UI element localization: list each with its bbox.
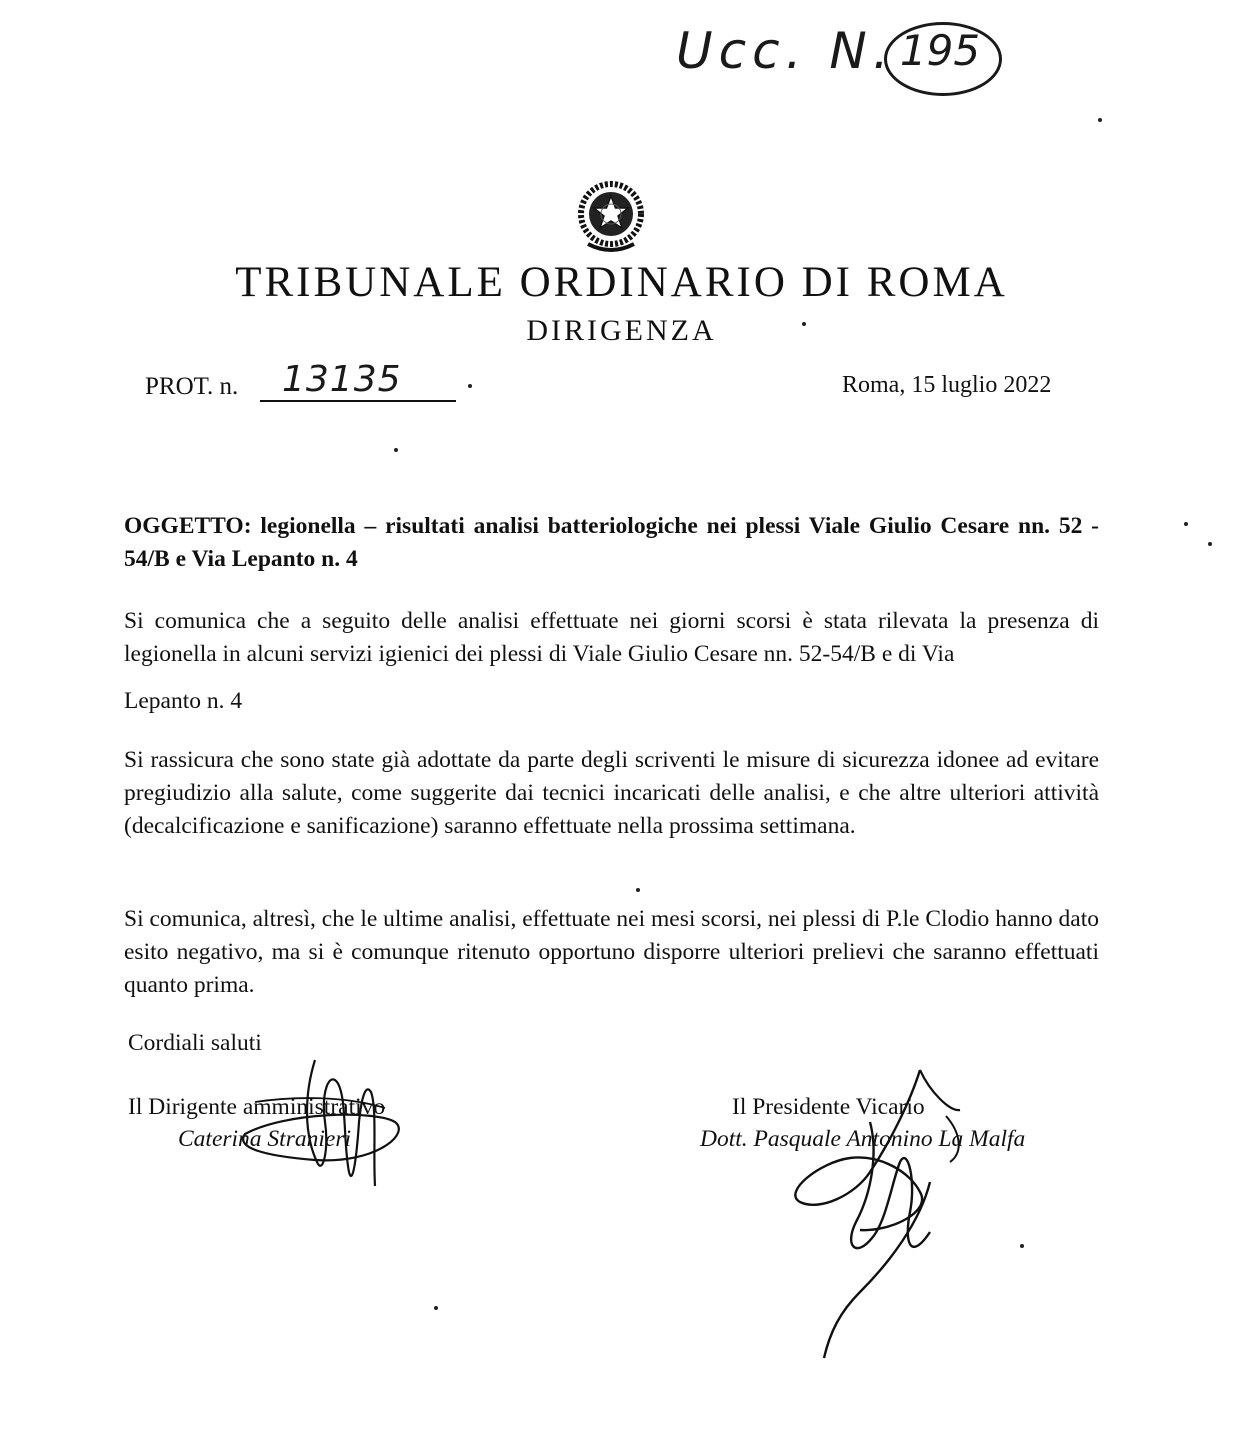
paragraph-1: Si comunica che a seguito delle analisi effettuate nei giorni scorsi è stata rilevata la presenza di legionella in alcuni servizi igienici dei plessi di Viale Giulio Cesare nn. 52-54/B e di Via — [124, 608, 1099, 667]
left-handwritten-signature — [225, 1052, 425, 1192]
right-signatory-name: Dott. Pasquale Antonino La Malfa — [700, 1126, 1026, 1152]
subject — [124, 510, 1099, 576]
paragraph-2: Si rassicura che sono state già adottate da parte degli scriventi le misure di sicurezza idonee ad evitare pregiudizio alla salute, come suggerite dai tecnici incaricati delle analisi, e che altre ulteriori attività (decalcificazione e sanificazione) saranno effettuate nella prossima settimana. — [124, 747, 1099, 839]
protocol-underline — [260, 400, 456, 402]
subject-label: OGGETTO: — [124, 513, 252, 539]
scan-speck — [1184, 522, 1188, 526]
subject-text: legionella – risultati analisi batteriologiche nei plessi Viale Giulio Cesare nn. 52 - 54/B e Via Lepanto n. 4 — [124, 513, 1100, 572]
republic-emblem-icon — [574, 178, 648, 256]
scan-speck — [394, 448, 398, 452]
left-signatory-name: Caterina Stranieri — [178, 1126, 351, 1152]
scan-speck — [802, 322, 806, 326]
scan-speck — [468, 384, 472, 388]
registration-prefix: Ucc. N. — [676, 22, 895, 80]
scan-speck — [1020, 1244, 1024, 1248]
right-handwritten-signature — [760, 1062, 1000, 1362]
protocol-number: 13135 — [282, 359, 402, 400]
protocol-label: PROT. n. — [145, 373, 239, 400]
scan-speck — [1208, 542, 1212, 546]
closing-greeting: Cordiali saluti — [128, 1030, 262, 1056]
scan-speck — [1098, 118, 1102, 122]
scan-speck — [434, 1306, 438, 1310]
scan-speck — [636, 888, 640, 892]
paragraph-1-continuation: Lepanto n. 4 — [124, 688, 243, 714]
document-date: Roma, 15 luglio 2022 — [842, 372, 1052, 398]
right-signatory-role: Il Presidente Vicario — [732, 1094, 925, 1120]
office-name: DIRIGENZA — [526, 314, 717, 347]
registration-number: 195 — [899, 26, 981, 75]
paragraph-3: Si comunica, altresì, che le ultime analisi, effettuate nei mesi scorsi, nei plessi di P.le Clodio hanno dato esito negativo, ma si è comunque ritenuto opportuno disporre ulteriori prelievi che saranno effettuati quanto prima. — [124, 906, 1099, 998]
left-signatory-role: Il Dirigente amministrativo — [128, 1094, 386, 1120]
court-name: TRIBUNALE ORDINARIO DI ROMA — [235, 259, 1008, 306]
